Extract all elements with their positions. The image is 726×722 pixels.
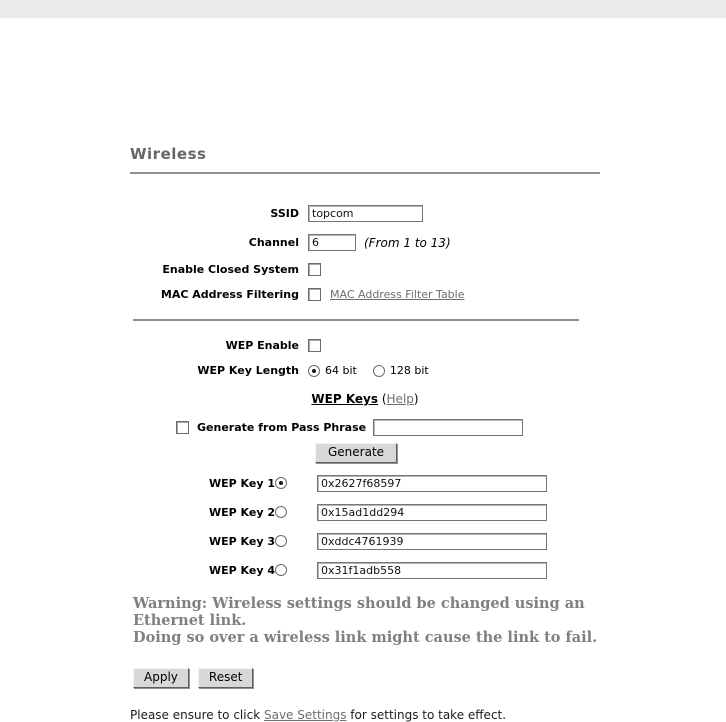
mac-filtering-label: MAC Address Filtering	[160, 288, 299, 301]
wep-key-2-radio[interactable]	[275, 506, 287, 518]
wep-key-1-radio[interactable]	[275, 477, 287, 489]
wep-key-4-label: WEP Key 4	[209, 563, 275, 577]
help-link[interactable]: Help	[386, 392, 414, 406]
closed-system-checkbox[interactable]	[308, 263, 321, 276]
wep-key-4-row	[130, 562, 600, 579]
ssid-row	[130, 205, 600, 222]
header-divider	[130, 172, 600, 174]
warning-line-2: Doing so over a wireless link might cause the link to fail.	[133, 628, 598, 646]
ssid-input[interactable]	[308, 205, 423, 222]
wep-64bit-radio[interactable]	[308, 365, 320, 377]
wep-key-4-radio[interactable]	[275, 564, 287, 576]
wep-key-length-row	[130, 364, 600, 377]
generate-button[interactable]: Generate	[315, 443, 397, 463]
wep-key-2-input[interactable]	[317, 504, 547, 521]
save-settings-note	[130, 708, 600, 722]
ssid-label: SSID	[270, 207, 299, 220]
wep-128bit-radio[interactable]	[373, 365, 385, 377]
apply-button[interactable]: Apply	[133, 668, 189, 688]
wep-key-1-input[interactable]	[317, 475, 547, 492]
wep-key-1-row	[130, 475, 600, 492]
pass-phrase-checkbox[interactable]	[176, 421, 189, 434]
wep-key-2-label: WEP Key 2	[209, 505, 275, 519]
warning-line-1: Warning: Wireless settings should be changed using an Ethernet link.	[133, 594, 585, 629]
wep-64bit-option[interactable]	[308, 364, 357, 377]
top-gray-band	[0, 0, 726, 18]
reset-button[interactable]: Reset	[198, 668, 254, 688]
pass-phrase-label: Generate from Pass Phrase	[197, 421, 367, 434]
wep-key-2-row	[130, 504, 600, 521]
wep-key-3-label: WEP Key 3	[209, 534, 275, 548]
section-divider	[133, 319, 579, 321]
generate-row	[315, 441, 600, 463]
pass-phrase-row	[176, 419, 600, 436]
channel-range-hint: (From 1 to 13)	[364, 235, 451, 250]
pass-phrase-input[interactable]	[373, 419, 523, 436]
wep-key-3-radio[interactable]	[275, 535, 287, 547]
wep-key-4-input[interactable]	[317, 562, 547, 579]
wep-64bit-label: 64 bit	[325, 364, 357, 377]
wireless-form	[130, 205, 600, 722]
wep-enable-label: WEP Enable	[225, 339, 299, 352]
wep-128bit-option[interactable]	[373, 364, 429, 377]
wep-keys-header	[130, 392, 600, 406]
warning-text	[133, 595, 600, 646]
wep-key-1-label: WEP Key 1	[209, 476, 275, 490]
wep-128bit-label: 128 bit	[389, 364, 429, 377]
channel-label: Channel	[248, 236, 299, 249]
help-paren-close: )	[413, 392, 419, 406]
mac-filtering-checkbox[interactable]	[308, 288, 321, 301]
note-text-before: Please ensure to click	[130, 707, 264, 722]
save-settings-link[interactable]: Save Settings	[263, 707, 347, 722]
wep-enable-checkbox[interactable]	[308, 339, 321, 352]
mac-filtering-row	[130, 288, 600, 301]
mac-filter-table-link[interactable]: MAC Address Filter Table	[330, 288, 465, 301]
closed-system-label: Enable Closed System	[162, 263, 299, 276]
note-text-after: for settings to take effect.	[346, 707, 507, 722]
channel-row	[130, 234, 600, 251]
action-buttons	[133, 668, 600, 688]
wep-keys-title: WEP Keys	[311, 392, 379, 406]
wep-key-3-row	[130, 533, 600, 550]
page-title: Wireless	[130, 145, 207, 163]
channel-input[interactable]	[308, 234, 356, 251]
wep-key-length-label: WEP Key Length	[197, 364, 299, 377]
wep-key-3-input[interactable]	[317, 533, 547, 550]
wireless-settings-page	[130, 145, 600, 722]
wep-enable-row	[130, 339, 600, 352]
help-paren-open: (	[381, 392, 387, 406]
closed-system-row	[130, 263, 600, 276]
